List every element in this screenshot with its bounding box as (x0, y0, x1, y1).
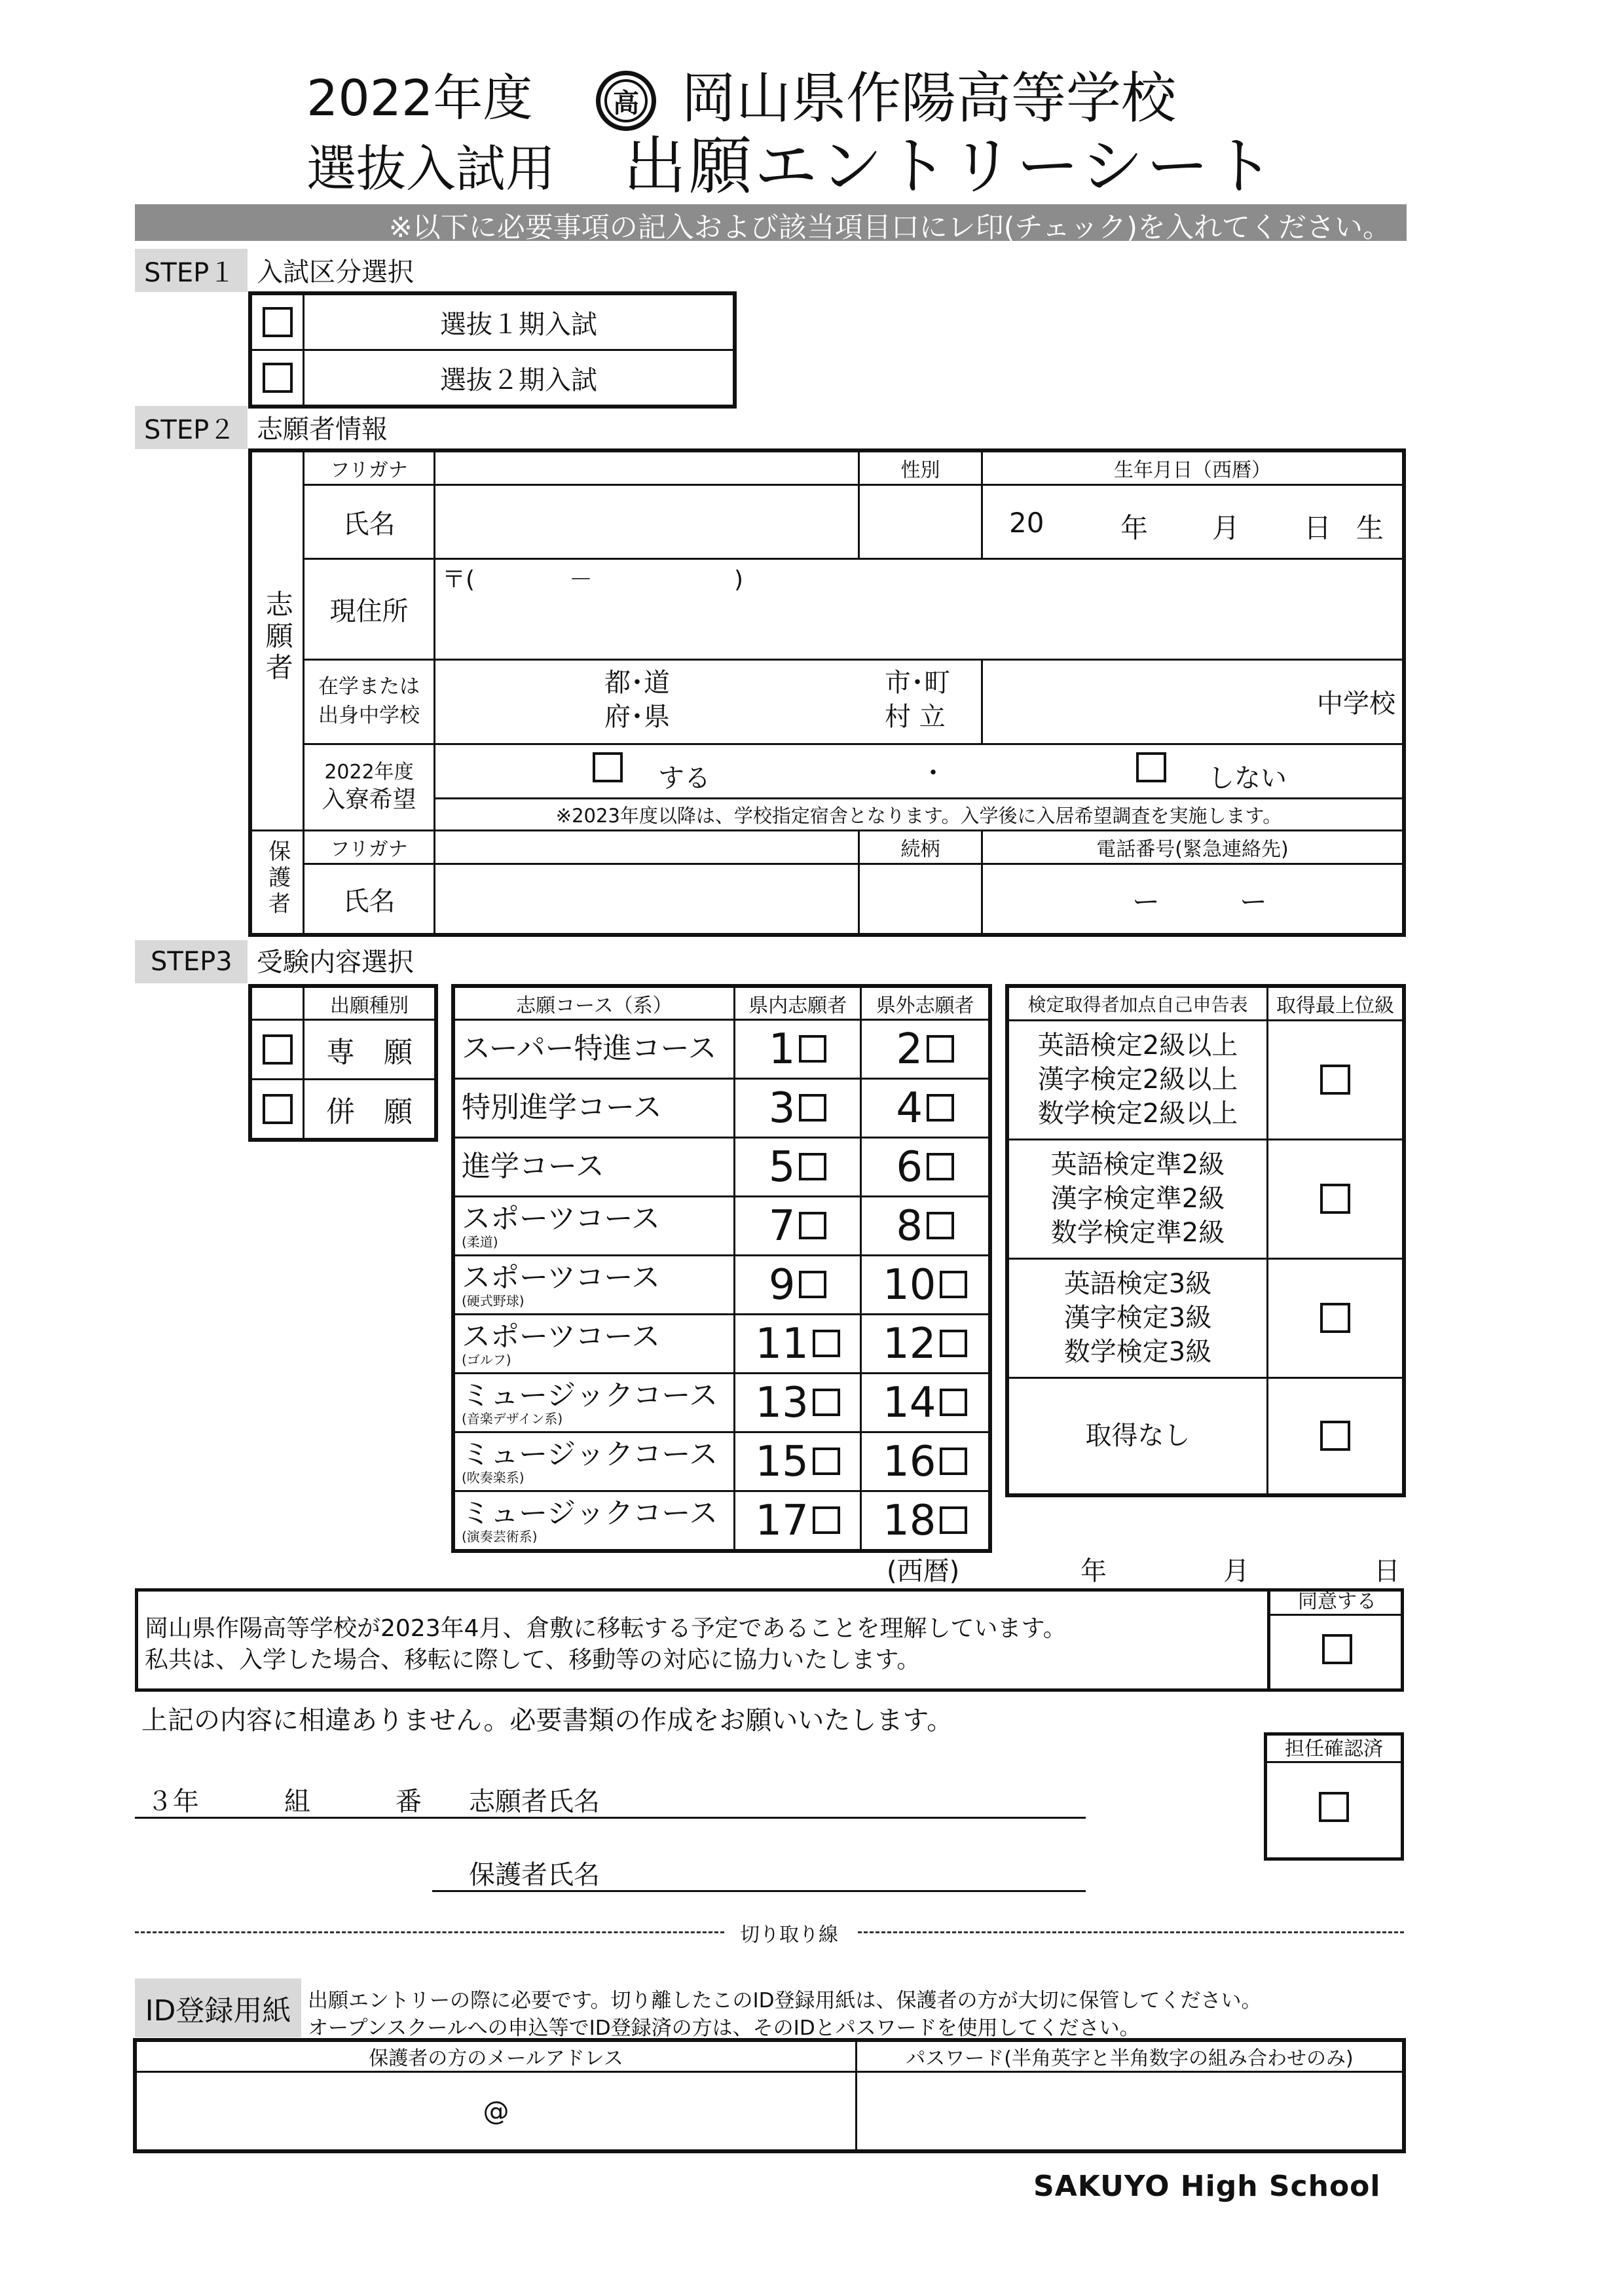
course-name-cell (454, 1079, 735, 1138)
school-emblem (596, 71, 656, 131)
phone-label: 電話番号(緊急連絡先) (982, 831, 1403, 864)
email-header: 保護者の方のメールアドレス (136, 2041, 857, 2072)
birth-year: 年 (1120, 512, 1149, 545)
step2-title: 志願者情報 (257, 414, 388, 445)
cert-checkbox[interactable] (1320, 1184, 1350, 1214)
date-year: 年 (1080, 1556, 1107, 1586)
dorm-no-label: しない (1208, 763, 1287, 793)
course-checkbox[interactable] (799, 1212, 826, 1239)
cert-header: 検定取得者加点自己申告表 (1008, 987, 1268, 1021)
course-checkbox[interactable] (940, 1271, 967, 1298)
password-header: パスワード(半角英字と半角数字の組み合わせのみ) (857, 2041, 1403, 2072)
instruction-text: ※以下に必要事項の記入および該当項目口にレ印(チェック)を入れてください。 (388, 211, 1391, 244)
out-pref-choice[interactable] (861, 1138, 989, 1197)
applicant-info-table (250, 450, 1404, 935)
cert-check-cell[interactable] (1268, 1377, 1403, 1494)
in-pref-choice[interactable] (734, 1256, 861, 1315)
date-month: 月 (1223, 1556, 1249, 1586)
sengan-checkbox[interactable] (263, 1034, 293, 1065)
applicant-name-field[interactable] (435, 485, 859, 559)
choice-number: 5 (768, 1142, 796, 1192)
course-row (454, 1374, 989, 1432)
step1-title: 入試区分選択 (257, 257, 414, 287)
in-pref-choice[interactable] (734, 1197, 861, 1256)
choice-number: 17 (755, 1496, 809, 1545)
middle-school-name-field[interactable] (982, 659, 1403, 744)
course-checkbox[interactable] (940, 1389, 967, 1416)
course-row (454, 1079, 989, 1138)
out-pref-header: 県外志願者 (861, 987, 989, 1020)
birthdate-label: 生年月日（西暦） (982, 452, 1403, 485)
cert-row (1008, 1377, 1403, 1494)
consent-line-1: 岡山県作陽高等学校が2023年4月、倉敷に移転する予定であることを理解しています。 (145, 1615, 1067, 1642)
address-field[interactable] (435, 559, 1403, 660)
course-name: スポーツコース (462, 1261, 661, 1295)
course-name-cell (454, 1197, 735, 1256)
course-checkbox[interactable] (927, 1212, 954, 1239)
guardian-group-label: 保護者 (251, 831, 304, 934)
guardian-name-label: 氏名 (304, 864, 435, 934)
course-name-cell (454, 1315, 735, 1374)
cert-level-line: 数学検定準2級 (1050, 1218, 1225, 1248)
cert-level-line: 英語検定2級以上 (1037, 1030, 1238, 1061)
heigan-label: 併 願 (304, 1080, 435, 1139)
emblem-char: 高 (604, 79, 648, 122)
cert-level-line: 英語検定3級 (1063, 1269, 1212, 1300)
guardian-furigana-label: フリガナ (304, 831, 435, 864)
applicant-group-label: 志願者 (251, 452, 304, 831)
course-name-cell (454, 1020, 735, 1079)
password-field[interactable] (857, 2072, 1403, 2151)
dorm-separator: ・ (920, 757, 946, 788)
birthdate-field[interactable] (982, 485, 1403, 559)
phone-field[interactable] (982, 864, 1403, 934)
cert-check-cell[interactable] (1268, 1258, 1403, 1377)
birth-month: 月 (1212, 512, 1240, 545)
course-sub: (演奏芸術系) (462, 1528, 538, 1544)
course-row (454, 1020, 989, 1079)
in-pref-choice[interactable] (734, 1138, 861, 1197)
birth-sei: 生 (1356, 512, 1384, 545)
choice-number: 7 (768, 1201, 796, 1250)
applicant-furigana-field[interactable] (435, 452, 859, 485)
cert-checkbox[interactable] (1320, 1303, 1350, 1333)
exam-type-1-checkbox[interactable] (263, 307, 293, 337)
course-row (454, 1138, 989, 1197)
middle-school-suffix: 中学校 (1317, 689, 1395, 720)
guardian-furigana-field[interactable] (435, 831, 859, 864)
dorm-no-checkbox[interactable] (1136, 752, 1166, 782)
step1-label: STEP１ (144, 257, 236, 288)
id-note-1: 出願エントリーの際に必要です。切り離したこのID登録用紙は、保護者の方が大切に保管してください。 (308, 1989, 1262, 2013)
cert-level-line: 漢字検定2級以上 (1037, 1065, 1238, 1095)
in-pref-choice[interactable] (734, 1374, 861, 1432)
city-choices: 市･町 村 立 (885, 667, 950, 732)
middle-school-label: 在学または 出身中学校 (304, 659, 435, 744)
id-note-2: オープンスクールへの申込等でID登録済の方は、そのIDとパスワードを使用してください。 (308, 2016, 1140, 2040)
in-pref-header: 県内志願者 (734, 987, 861, 1020)
course-name: スポーツコース (462, 1320, 661, 1354)
dorm-yes-label: する (658, 763, 710, 793)
course-name: 特別進学コース (462, 1091, 662, 1125)
out-pref-choice[interactable] (861, 1315, 989, 1374)
out-pref-choice[interactable] (861, 1491, 989, 1550)
applicant-name-label: 氏名 (304, 485, 435, 559)
step2-label: STEP２ (144, 414, 236, 445)
course-checkbox[interactable] (799, 1153, 826, 1180)
consent-line-2: 私共は、入学した場合、移転に際して、移動等の対応に協力いたします。 (145, 1647, 921, 1673)
course-checkbox[interactable] (813, 1330, 840, 1357)
agree-cell[interactable] (1267, 1588, 1404, 1692)
agree-checkbox[interactable] (1322, 1634, 1352, 1664)
exam-type-1-cell[interactable] (251, 295, 304, 350)
course-sub: (硬式野球) (462, 1292, 525, 1309)
relation-field[interactable] (859, 864, 982, 934)
course-name: ミュージックコース (462, 1497, 718, 1531)
email-field[interactable] (136, 2072, 857, 2151)
out-pref-choice[interactable] (861, 1197, 989, 1256)
step1-badge (135, 249, 248, 292)
in-pref-choice[interactable] (734, 1020, 861, 1079)
exam-type-2-label: 選抜２期入試 (304, 350, 734, 406)
course-row (454, 1197, 989, 1256)
choice-number: 4 (896, 1084, 923, 1133)
id-section-label: ID登録用紙 (135, 1978, 301, 2037)
course-sub: (吹奏楽系) (462, 1469, 525, 1485)
step3-title: 受験内容選択 (257, 947, 414, 977)
gender-label: 性別 (859, 452, 982, 485)
course-checkbox[interactable] (927, 1094, 954, 1121)
number-label: 番 (396, 1787, 422, 1817)
dorm-choice-field (435, 744, 1403, 798)
course-row (454, 1432, 989, 1491)
cert-check-cell[interactable] (1268, 1139, 1403, 1258)
out-pref-choice[interactable] (861, 1374, 989, 1432)
applicant-furigana-label: フリガナ (304, 452, 435, 485)
id-table (135, 2040, 1404, 2151)
step3-label: STEP3 (151, 947, 232, 977)
dorm-note: ※2023年度以降は、学校指定宿舎となります。入学後に入居希望調査を実施します。 (435, 798, 1403, 830)
course-sub: (ゴルフ) (462, 1351, 511, 1368)
cert-level-cell (1008, 1020, 1268, 1139)
class-label: 組 (284, 1787, 310, 1817)
course-checkbox[interactable] (940, 1448, 967, 1475)
instruction-bar (135, 204, 1407, 244)
application-type-header: 出願種別 (304, 987, 435, 1020)
course-name: ミュージックコース (462, 1379, 718, 1413)
choice-number: 6 (896, 1142, 923, 1192)
date-era: (西暦) (887, 1556, 960, 1586)
form-title: 出願エントリーシート (623, 130, 1278, 203)
course-name-cell (454, 1432, 735, 1491)
cert-checkbox[interactable] (1320, 1421, 1350, 1451)
cert-level-line: 数学検定2級以上 (1037, 1099, 1238, 1129)
course-name: 進学コース (462, 1150, 604, 1184)
guardian-name-sign-label: 保護者氏名 (469, 1860, 600, 1890)
course-header: 志願コース（系） (454, 987, 735, 1020)
course-checkbox[interactable] (813, 1389, 840, 1416)
course-name: スーパー特進コース (462, 1032, 717, 1066)
exam-type-2-cell[interactable] (251, 350, 304, 406)
choice-number: 13 (755, 1378, 809, 1427)
in-pref-choice[interactable] (734, 1315, 861, 1374)
exam-type-1-label: 選抜１期入試 (304, 295, 734, 350)
relation-label: 続柄 (859, 831, 982, 864)
choice-number: 14 (882, 1378, 936, 1427)
declaration-text: 上記の内容に相違ありません。必要書類の作成をお願いいたします。 (141, 1705, 953, 1736)
footer-school-name: SAKUYO High School (1033, 2170, 1381, 2203)
cert-level-line: 数学検定3級 (1063, 1337, 1212, 1368)
choice-number: 2 (896, 1025, 923, 1074)
course-checkbox[interactable] (799, 1035, 826, 1063)
cert-level-cell (1008, 1258, 1268, 1377)
exam-type-table (250, 293, 735, 407)
year-label: 2022年度 (306, 69, 533, 127)
sengan-label: 専 願 (304, 1020, 435, 1080)
course-checkbox[interactable] (799, 1094, 826, 1121)
choice-number: 11 (755, 1319, 809, 1368)
out-pref-choice[interactable] (861, 1432, 989, 1491)
step2-badge (135, 406, 248, 449)
agree-label: 同意する (1270, 1588, 1404, 1616)
choice-number: 16 (882, 1437, 936, 1486)
choice-number: 9 (768, 1260, 796, 1309)
choice-number: 10 (882, 1260, 936, 1309)
choice-number: 18 (882, 1496, 936, 1545)
choice-number: 1 (768, 1025, 796, 1074)
cut-line-left (135, 1931, 724, 1933)
course-name: スポーツコース (462, 1202, 661, 1236)
phone-dash-2: ー (1240, 886, 1268, 919)
step3-badge (135, 940, 248, 983)
course-checkbox[interactable] (927, 1153, 954, 1180)
subtitle: 選抜入試用 (306, 139, 555, 198)
cert-row (1008, 1258, 1403, 1377)
cert-check-cell[interactable] (1268, 1020, 1403, 1139)
address-label: 現住所 (304, 559, 435, 660)
course-checkbox[interactable] (813, 1448, 840, 1475)
course-sub: (音楽デザイン系) (462, 1410, 563, 1427)
homeroom-checkbox[interactable] (1319, 1792, 1349, 1822)
exam-type-2-checkbox[interactable] (263, 363, 293, 393)
postal-code: 〒( － ) (442, 566, 744, 593)
cert-row (1008, 1020, 1403, 1139)
certification-table (1007, 986, 1404, 1495)
out-pref-choice[interactable] (861, 1079, 989, 1138)
out-pref-choice[interactable] (861, 1020, 989, 1079)
in-pref-choice[interactable] (734, 1491, 861, 1550)
cert-top-header: 取得最上位級 (1268, 987, 1403, 1021)
sengan-cell[interactable] (251, 1020, 304, 1080)
cert-level-line: 漢字検定3級 (1063, 1303, 1212, 1334)
cert-level-cell (1008, 1377, 1268, 1494)
course-checkbox[interactable] (799, 1271, 826, 1298)
applicant-signature-line[interactable] (135, 1774, 1086, 1819)
in-pref-choice[interactable] (734, 1432, 861, 1491)
course-table (453, 986, 990, 1551)
cert-level-line: 英語検定準2級 (1050, 1150, 1225, 1180)
course-checkbox[interactable] (813, 1506, 840, 1534)
dorm-yes-checkbox[interactable] (593, 752, 623, 782)
birth-day: 日 (1304, 512, 1332, 545)
middle-school-location-field[interactable] (435, 659, 982, 744)
course-name-cell (454, 1491, 735, 1550)
guardian-signature-line[interactable] (432, 1845, 1086, 1892)
choice-number: 3 (768, 1084, 796, 1133)
consent-box (135, 1588, 1404, 1692)
phone-dash-1: ー (1132, 886, 1160, 919)
course-row (454, 1315, 989, 1374)
prefecture-choices: 都･道 府･県 (604, 667, 670, 732)
date-day: 日 (1374, 1556, 1400, 1586)
dorm-label: 2022年度 入寮希望 (304, 744, 435, 830)
guardian-name-field[interactable] (435, 864, 859, 934)
gender-field[interactable] (859, 485, 982, 559)
course-checkbox[interactable] (940, 1330, 967, 1357)
heigan-cell[interactable] (251, 1080, 304, 1139)
choice-number: 15 (755, 1437, 809, 1486)
course-row (454, 1256, 989, 1315)
course-sub: (柔道) (462, 1233, 498, 1250)
application-type-table (250, 986, 436, 1140)
applicant-name-sign-label: 志願者氏名 (469, 1787, 600, 1817)
cut-line-right (858, 1931, 1404, 1933)
school-name: 岡山県作陽高等学校 (681, 66, 1177, 130)
out-pref-choice[interactable] (861, 1256, 989, 1315)
course-name-cell (454, 1374, 735, 1432)
email-at-sign: @ (483, 2096, 509, 2126)
cert-level-line: 漢字検定準2級 (1050, 1184, 1225, 1214)
course-checkbox[interactable] (940, 1506, 967, 1534)
in-pref-choice[interactable] (734, 1079, 861, 1138)
cert-level-cell (1008, 1139, 1268, 1258)
course-name-cell (454, 1256, 735, 1315)
course-checkbox[interactable] (927, 1035, 954, 1063)
heigan-checkbox[interactable] (263, 1094, 293, 1124)
homeroom-check-box[interactable] (1264, 1732, 1404, 1861)
cert-row (1008, 1139, 1403, 1258)
course-name-cell (454, 1138, 735, 1197)
cert-level-line: 取得なし (1085, 1421, 1190, 1451)
homeroom-check-label: 担任確認済 (1267, 1736, 1401, 1763)
choice-number: 12 (882, 1319, 936, 1368)
choice-number: 8 (896, 1201, 923, 1250)
cert-checkbox[interactable] (1320, 1065, 1350, 1095)
course-name: ミュージックコース (462, 1438, 718, 1472)
application-type-blank (251, 987, 304, 1020)
course-row (454, 1491, 989, 1550)
cut-line-label: 切り取り線 (740, 1923, 838, 1946)
birth-20: 20 (1009, 507, 1044, 539)
grade-label: ３年 (147, 1787, 199, 1817)
